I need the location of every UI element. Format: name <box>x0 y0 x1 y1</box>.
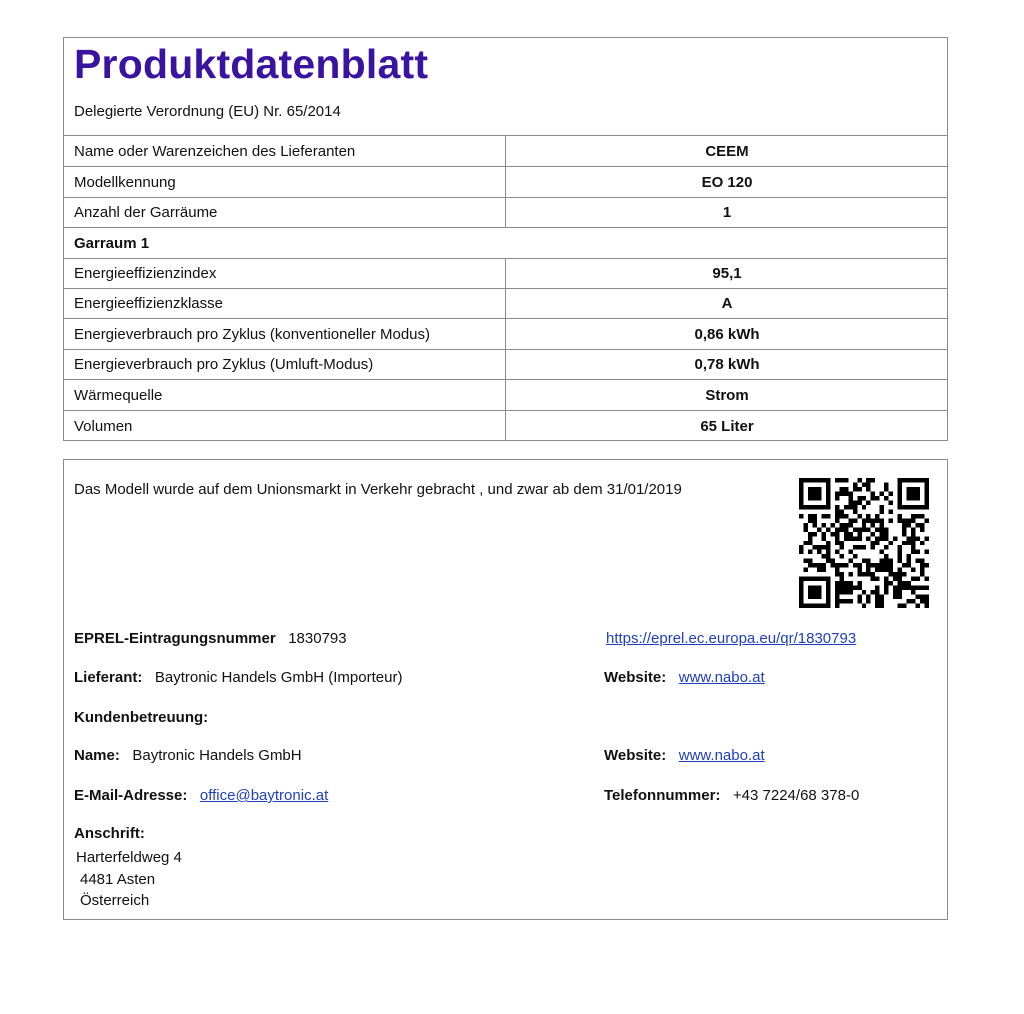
table-row-value: CEEM <box>705 142 749 160</box>
supplier-label: Lieferant: <box>74 669 143 686</box>
table-row-value: A <box>721 295 733 312</box>
table-section-header <box>63 227 948 258</box>
table-row-label: Garraum 1 <box>74 234 150 252</box>
address-label: Anschrift: <box>74 825 145 842</box>
page-title: Produktdatenblatt <box>74 41 429 87</box>
address-line2: 4481 Asten <box>80 871 156 888</box>
table-row <box>63 135 948 166</box>
table-row-value: 65 Liter <box>700 417 754 435</box>
table-row <box>63 197 948 227</box>
table-row-label: Energieeffizienzklasse <box>63 289 506 318</box>
table-row-label: Name oder Warenzeichen des Lieferanten <box>63 136 506 166</box>
website2-label: Website: <box>604 747 667 764</box>
website-link[interactable]: www.nabo.at <box>678 669 765 686</box>
eprel-link[interactable]: https://eprel.ec.europa.eu/qr/1830793 <box>606 630 857 647</box>
market-date-text: Das Modell wurde auf dem Unionsmarkt in Verkehr gebracht , und zwar ab dem 31/01/2019 <box>74 481 682 498</box>
table-row-label: Wärmequelle <box>63 380 506 410</box>
name-label: Name: <box>74 747 120 764</box>
table-row <box>63 318 948 349</box>
name-value: Baytronic Handels GmbH <box>132 747 302 764</box>
email-link[interactable]: office@baytronic.at <box>199 787 329 804</box>
address-line1: Harterfeldweg 4 <box>76 849 182 866</box>
eprel-label: EPREL-Eintragungsnummer <box>74 630 276 647</box>
email-label: E-Mail-Adresse: <box>74 787 188 804</box>
qr-code-icon[interactable] <box>799 478 929 608</box>
phone-label: Telefonnummer: <box>604 787 721 804</box>
table-row <box>63 166 948 197</box>
eprel-row <box>74 629 347 649</box>
website2-link[interactable]: www.nabo.at <box>678 747 765 764</box>
website2-row <box>604 746 765 766</box>
supplier-value: Baytronic Handels GmbH (Importeur) <box>154 669 403 686</box>
website-label: Website: <box>604 669 667 686</box>
table-row <box>63 258 948 288</box>
table-row-label: Energieeffizienzindex <box>63 259 506 288</box>
table-row-value: 95,1 <box>712 265 742 282</box>
table-row-value: 1 <box>722 204 732 221</box>
table-row-value: 0,86 kWh <box>694 325 760 343</box>
phone-row <box>604 786 859 806</box>
table-row-label: Energieverbrauch pro Zyklus (Umluft-Modus) <box>63 350 506 379</box>
table-row-value: EO 120 <box>701 173 753 191</box>
table-row-label: Energieverbrauch pro Zyklus (konventioneller Modus) <box>63 319 506 349</box>
phone-value: +43 7224/68 378-0 <box>732 787 860 804</box>
eprel-link-wrap <box>606 629 856 649</box>
support-label: Kundenbetreuung: <box>74 709 209 726</box>
table-row <box>63 410 948 441</box>
website-row <box>604 668 765 688</box>
table-row <box>63 379 948 410</box>
table-row-label: Modellkennung <box>63 167 506 197</box>
table-row-value: 0,78 kWh <box>694 356 760 373</box>
name-row <box>74 746 302 766</box>
table-row-label: Anzahl der Garräume <box>63 198 506 227</box>
table-row <box>63 349 948 379</box>
eprel-number: 1830793 <box>288 630 347 647</box>
table-row-label: Volumen <box>63 411 506 441</box>
table-row <box>63 288 948 318</box>
table-row-value: Strom <box>705 386 749 404</box>
email-row <box>74 786 328 806</box>
address-line3: Österreich <box>80 892 150 909</box>
regulation-subtitle: Delegierte Verordnung (EU) Nr. 65/2014 <box>74 103 341 120</box>
supplier-row <box>74 668 402 688</box>
